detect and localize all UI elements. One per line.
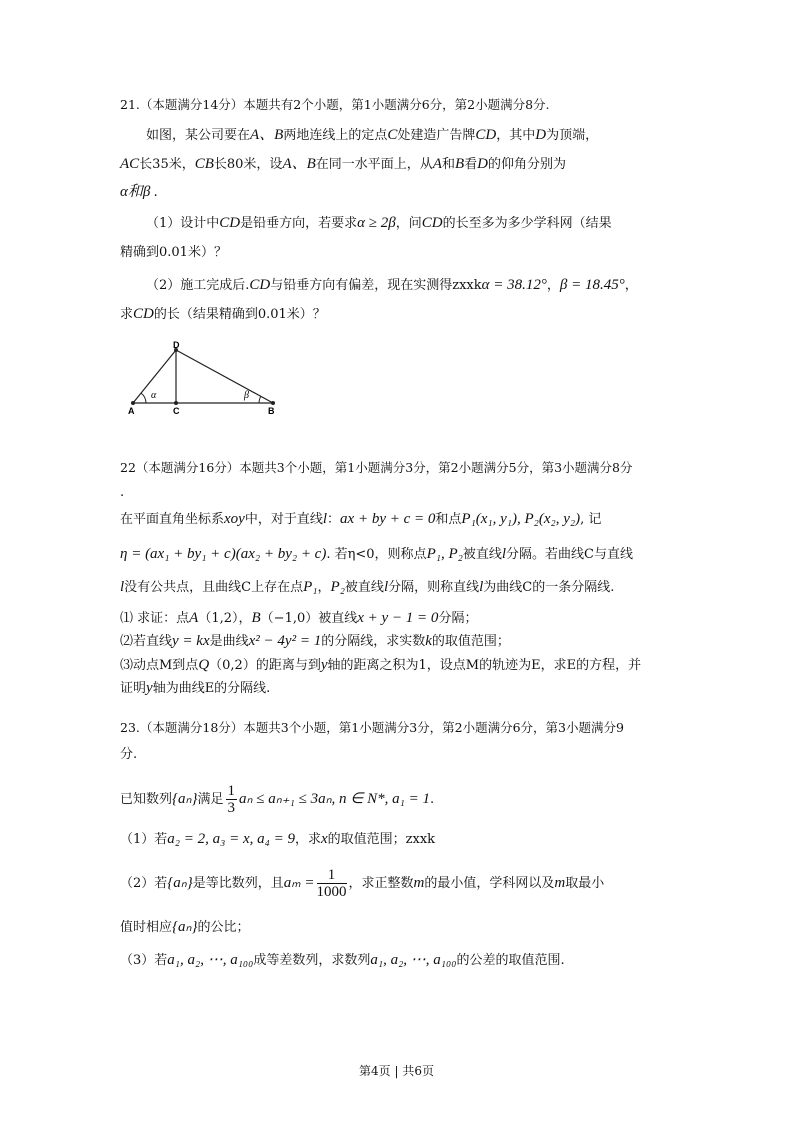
q21-part1-line2: 精确到0.01米）？ bbox=[120, 245, 227, 260]
q21-part2-line2: 求CD的长（结果精确到0.01米）？ bbox=[120, 306, 326, 322]
point-c bbox=[174, 401, 178, 405]
q23-line1: 已知数列{aₙ}满足 $\frac{1}{3}$ aₙ ≤ aₙ₊₁ ≤ 3aₙ, n ∈ N*, a₁ = 1. bbox=[120, 783, 435, 816]
q22-header-tail: . bbox=[120, 485, 125, 500]
q22-sub1: ⑴ 求证：点A（1,2），B（−1,0）被直线x + y − 1 = 0分隔； bbox=[120, 610, 478, 626]
q23-part2-line1: （2）若{aₙ}是等比数列，且aₘ = $\frac{1}{1000}$ ，求正整数m的最小值，学科网以及m取最小 bbox=[120, 867, 605, 900]
q22-header: 22（本题满分16分）本题共3个小题，第1小题满分3分，第2小题满分5分，第3小题满分8分 bbox=[120, 460, 633, 475]
triangle-figure bbox=[118, 340, 288, 418]
label-alpha: α bbox=[151, 390, 157, 401]
q23-part1: （1）若a₂ = 2, a₃ = x, a₄ = 9，求x的取值范围；zxxk bbox=[120, 831, 436, 847]
q22-line3: l没有公共点，且曲线C上存在点P₁，P₂被直线l分隔，则称直线l为曲线C的一条分隔线. bbox=[120, 579, 615, 595]
q22-sub3-line1: ⑶动点M到点Q（0,2）的距离与到y轴的距离之积为1，设点M的轨迹为E，求E的方程，并 bbox=[120, 657, 642, 673]
q23-part3: （3）若a₁, a₂, ⋯, a₁₀₀成等差数列，求数列a₁, a₂, ⋯, a₁₀₀的公差的取值范围. bbox=[120, 952, 565, 968]
point-b bbox=[271, 401, 275, 405]
q22-sub3-line2: 证明y轴为曲线E的分隔线. bbox=[120, 680, 271, 696]
q21-header: 21.（本题满分14分）本题共有2个小题，第1小题满分6分，第2小题满分8分. bbox=[120, 97, 550, 112]
label-a: A bbox=[128, 406, 135, 416]
fraction-one-third: $\frac{1}{3}$ bbox=[227, 783, 236, 816]
q21-intro-line3: α和β . bbox=[120, 184, 158, 200]
page-footer: 第4页 | 共6页 bbox=[359, 1064, 434, 1078]
q21-part1-line1: （1）设计中CD是铅垂方向，若要求α ≥ 2β，问CD的长至多为多少学科网（结果 bbox=[146, 215, 612, 231]
angle-alpha-arc bbox=[141, 393, 146, 403]
q21-intro-line2: AC长35米，CB长80米，设A、B在同一水平面上，从A和B看D的仰角分别为 bbox=[120, 156, 567, 172]
q22-line2: η = (ax₁ + by₁ + c)(ax₂ + by₂ + c). 若η<0，则称点P₁, P₂被直线l分隔。若曲线C与直线 bbox=[120, 546, 633, 562]
label-beta: β bbox=[244, 390, 249, 401]
fraction-one-thousandth: $\frac{1}{1000}$ bbox=[316, 867, 347, 900]
q23-header-line2: 分. bbox=[120, 747, 138, 762]
point-a bbox=[131, 401, 135, 405]
label-b: B bbox=[268, 406, 275, 416]
angle-beta-arc bbox=[259, 396, 261, 403]
label-d: D bbox=[173, 340, 180, 350]
q22-sub2: ⑵若直线y = kx是曲线x² − 4y² = 1的分隔线，求实数k的取值范围； bbox=[120, 633, 510, 649]
q23-part2-line2: 值时相应{aₙ}的公比； bbox=[120, 919, 250, 935]
q22-line1: 在平面直角坐标系xoy中，对于直线l：ax + by + c = 0和点P₁(x₁, y₁), P₂(x₂, y₂), 记 bbox=[120, 511, 602, 527]
q21-part2-line1: （2）施工完成后.CD与铅垂方向有偏差，现在实测得zxxkα = 38.12°，β = 18.45°， bbox=[146, 277, 638, 293]
q21-intro-line1: 如图，某公司要在A、B两地连线上的定点C处建造广告牌CD，其中D为顶端， bbox=[146, 127, 599, 143]
label-c: C bbox=[173, 406, 180, 416]
segment-db bbox=[176, 350, 273, 403]
q23-header: 23.（本题满分18分）本题共3个小题，第1小题满分3分，第2小题满分6分，第3小题满分9 bbox=[120, 720, 624, 735]
